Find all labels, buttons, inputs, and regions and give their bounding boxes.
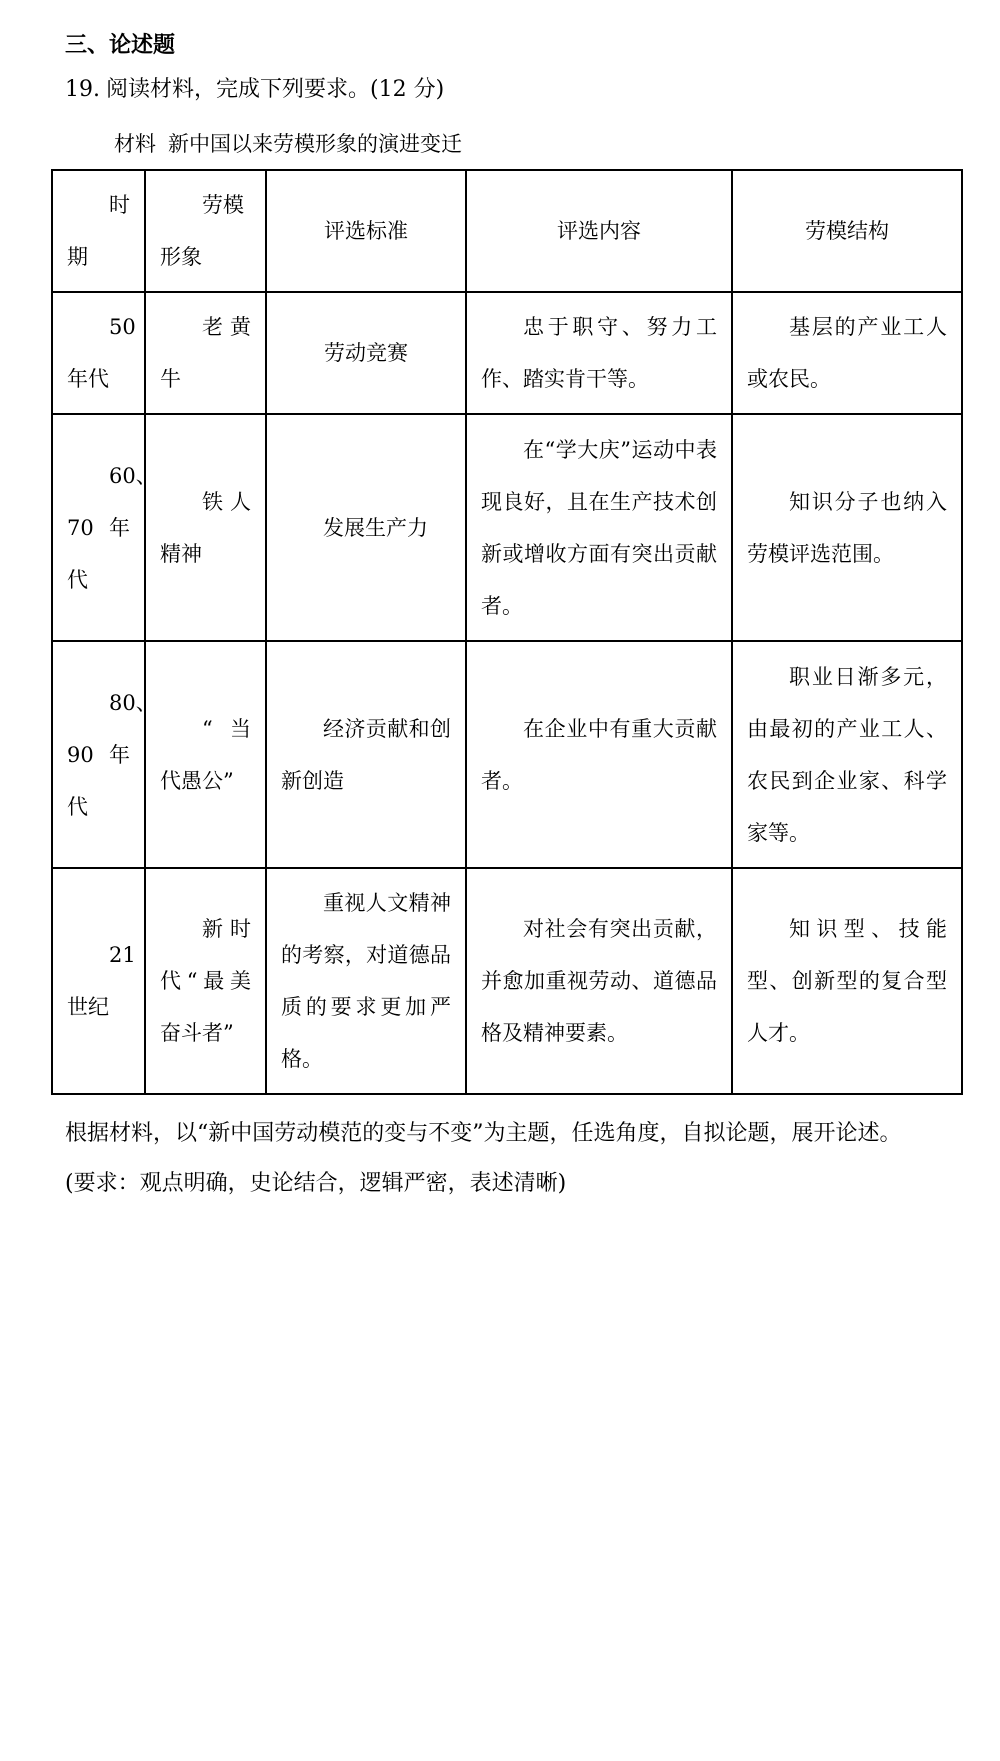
cell-standard: 发展生产力	[266, 414, 466, 641]
cell-standard: 重视人文精神的考察，对道德品质的要求更加严格。	[266, 868, 466, 1094]
essay-prompt	[65, 1109, 955, 1209]
prompt-requirements: (要求：观点明确，史论结合，逻辑严密，表述清晰)	[65, 1171, 567, 1196]
cell-standard: 劳动竞赛	[266, 292, 466, 414]
question-text: 阅读材料，完成下列要求。(12 分)	[106, 77, 445, 102]
cell-content: 在“学大庆”运动中表现良好，且在生产技术创新或增收方面有突出贡献者。	[466, 414, 732, 641]
cell-structure: 知识型、技能型、创新型的复合型人才。	[732, 868, 962, 1094]
cell-image: 新时代“最美奋斗者”	[145, 868, 266, 1094]
table-row	[52, 292, 962, 414]
cell-period: 50 年代	[52, 292, 145, 414]
table-header-row	[52, 170, 962, 292]
cell-standard: 经济贡献和创新创造	[266, 641, 466, 868]
cell-structure: 知识分子也纳入劳模评选范围。	[732, 414, 962, 641]
cell-image: 老黄牛	[145, 292, 266, 414]
table-row	[52, 868, 962, 1094]
material-title: 新中国以来劳模形象的演进变迁	[168, 132, 462, 156]
material-heading	[114, 128, 462, 160]
table-row	[52, 641, 962, 868]
cell-image: 铁人精神	[145, 414, 266, 641]
section-title: 三、论述题	[65, 33, 176, 58]
cell-structure: 职业日渐多元，由最初的产业工人、农民到企业家、科学家等。	[732, 641, 962, 868]
cell-image: “当代愚公”	[145, 641, 266, 868]
header-image: 劳模形象	[145, 170, 266, 292]
header-period: 时期	[52, 170, 145, 292]
cell-content: 忠于职守、努力工作、踏实肯干等。	[466, 292, 732, 414]
header-structure: 劳模结构	[732, 170, 962, 292]
table-row	[52, 414, 962, 641]
cell-period: 21 世纪	[52, 868, 145, 1094]
cell-period: 80、90 年代	[52, 641, 145, 868]
cell-structure: 基层的产业工人或农民。	[732, 292, 962, 414]
cell-content: 对社会有突出贡献，并愈加重视劳动、道德品格及精神要素。	[466, 868, 732, 1094]
question-stem	[65, 74, 444, 106]
cell-period: 60、70 年代	[52, 414, 145, 641]
prompt-instruction: 根据材料，以“新中国劳动模范的变与不变”为主题，任选角度，自拟论题，展开论述。	[65, 1121, 902, 1146]
cell-content: 在企业中有重大贡献者。	[466, 641, 732, 868]
header-standard: 评选标准	[266, 170, 466, 292]
header-content: 评选内容	[466, 170, 732, 292]
question-number: 19.	[65, 77, 100, 102]
material-label: 材料	[114, 132, 156, 156]
material-table	[51, 169, 963, 1095]
